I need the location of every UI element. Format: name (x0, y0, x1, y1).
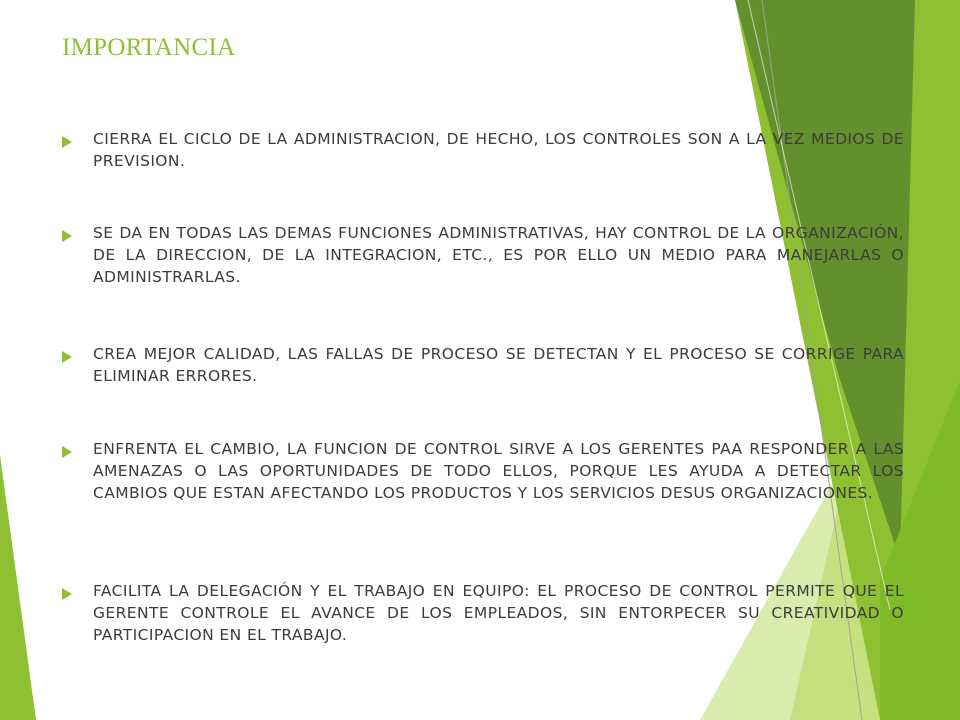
bullet-item (62, 438, 904, 504)
bullet-text: SE DA EN TODAS LAS DEMAS FUNCIONES ADMINISTRATIVAS, HAY CONTROL DE LA ORGANIZACIÓN, DE LA DIRECCION, DE LA INTEGRACION, ETC., ES POR ELLO UN MEDIO PARA MANEJARLAS O ADMINISTRARLAS. (93, 224, 904, 286)
bullet-item (62, 343, 904, 387)
slide-title: IMPORTANCIA (62, 34, 236, 61)
bullet-text: FACILITA LA DELEGACIÓN Y EL TRABAJO EN EQUIPO: EL PROCESO DE CONTROL PERMITE QUE EL GERENTE CONTROLE EL AVANCE DE LOS EMPLEADOS, SIN ENTORPECER SU CREATIVIDAD O PARTICIPACION EN EL TRABAJO. (93, 582, 904, 644)
bullet-item (62, 222, 904, 288)
bullet-arrow-icon (62, 230, 72, 242)
bullet-text: ENFRENTA EL CAMBIO, LA FUNCION DE CONTROL SIRVE A LOS GERENTES PAA RESPONDER A LAS AMENAZAS O LAS OPORTUNIDADES DE TODO ELLOS, PORQUE LES AYUDA A DETECTAR LOS CAMBIOS QUE ESTAN AFECTANDO LOS PRODUCTOS Y LOS SERVICIOS DESUS ORGANIZACIONES. (93, 440, 904, 502)
left-green-wedge (0, 455, 36, 720)
bullet-text: CREA MEJOR CALIDAD, LAS FALLAS DE PROCESO SE DETECTAN Y EL PROCESO SE CORRIGE PARA ELIMINAR ERRORES. (93, 345, 904, 385)
bullet-arrow-icon (62, 588, 72, 600)
bullet-item (62, 128, 904, 172)
bullet-item (62, 580, 904, 646)
bullet-arrow-icon (62, 136, 72, 148)
bullet-text: CIERRA EL CICLO DE LA ADMINISTRACION, DE HECHO, LOS CONTROLES SON A LA VEZ MEDIOS DE PREVISION. (93, 130, 904, 170)
bullet-arrow-icon (62, 446, 72, 458)
bullet-arrow-icon (62, 351, 72, 363)
